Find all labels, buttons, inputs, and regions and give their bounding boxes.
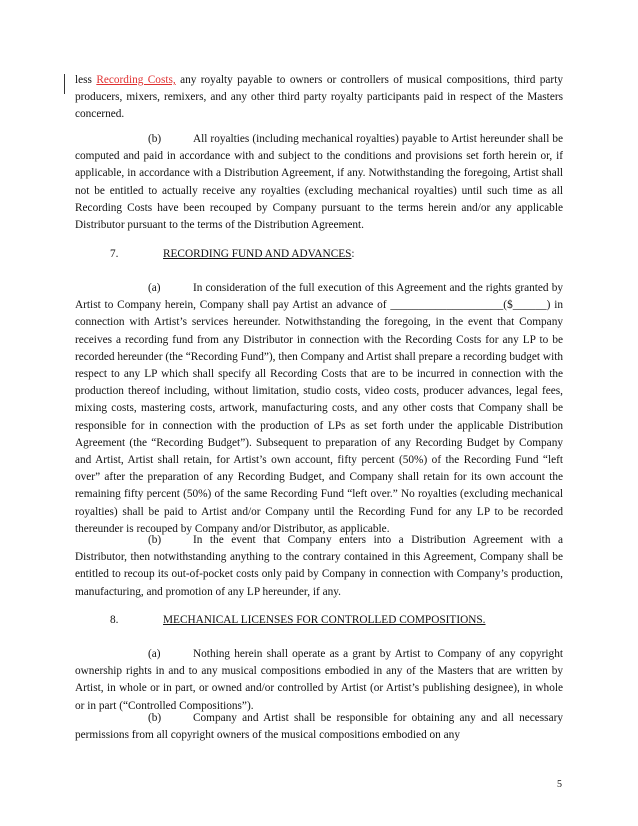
paragraph-text: Nothing herein shall operate as a grant by Artist to Company of any copyright ownership rights in and to any musical compositions embodied in any of the Masters that are written by Artist, in whole or in part, or owned and/or controlled by Artist (or Artist’s publishing designee), in whole or in part (“Controlled Compositions”).: [75, 648, 563, 712]
paragraph-8a: [75, 646, 563, 715]
section-heading-8: [110, 612, 486, 629]
page-number: 5: [557, 779, 562, 790]
paragraph-text: Company and Artist shall be responsible for obtaining any and all necessary permissions from all copyright owners of the musical compositions embodied on any: [75, 712, 563, 742]
paragraph-7b: [75, 532, 563, 601]
section-number: 7.: [110, 248, 119, 260]
paragraph-text: In consideration of the full execution of this Agreement and the rights granted by Artist to Company herein, Company shall pay Artist an advance of ____________________($______) in connection with Artist’s services hereunder. Notwithstanding the foregoing, in the event that Company receives a recording fund from any Distributor in connection with the Recording Costs for any LP to be recorded hereunder (the “Recording Fund”), then Company and Artist shall prepare a recording budget with respect to any LP which shall specify all Recording Costs that are to be incurred in connection with the production thereof including, without limitation, studio costs, video costs, producer advances, legal fees, mixing costs, mastering costs, artwork, manufacturing costs, and any other costs that Company shall be responsible for in connection with the production of LPs as set forth under the applicable Distribution Agreement (the “Recording Budget”). Subsequent to preparation of any Recording Budget by Company and Artist, Artist shall retain, for Artist’s own account, fifty percent (50%) of the Recording Fund “left over” after the preparation of any Recording Budget, and Company shall retain for its own account the remaining fifty percent (50%) of the same Recording Fund “left over.” No royalties (excluding mechanical royalties) shall be paid to Artist and/or Company until the Recording Fund for any LP to be recorded thereunder is recouped by Company and/or Distributor, as applicable.: [75, 282, 563, 535]
paragraph-text: In the event that Company enters into a Distribution Agreement with a Distributor, then notwithstanding anything to the contrary contained in this Agreement, Company shall be entitled to recoup its out-of-pocket costs only paid by Company in connection with Company’s production, manufacturing, and promotion of any LP hereunder, if any.: [75, 534, 563, 598]
text-lead: less: [75, 74, 97, 86]
section-title-colon: :: [351, 248, 355, 260]
section-title: MECHANICAL LICENSES FOR CONTROLLED COMPOSITIONS.: [163, 614, 486, 626]
paragraph-6b: [75, 131, 563, 234]
revision-margin-bar: [64, 74, 65, 94]
clause-label: (b): [148, 133, 162, 145]
section-heading-7: [110, 246, 355, 263]
paragraph-text: any royalty payable to owners or controllers of musical compositions, third party producers, mixers, remixers, and any other third party royalty participants paid in respect of the Masters concerned.: [75, 74, 563, 121]
section-title: RECORDING FUND AND ADVANCES: [163, 248, 352, 260]
section-number: 8.: [110, 614, 119, 626]
tracked-change-recording-costs: Recording Costs,: [96, 74, 176, 86]
paragraph-text: All royalties (including mechanical royalties) payable to Artist hereunder shall be computed and paid in accordance with and subject to the conditions and provisions set forth herein or, if applicable, in accordance with a Distribution Agreement, if any. Notwithstanding the foregoing, Artist shall not be entitled to actually receive any royalties (excluding mechanical royalties) until such time as all Recording Costs have been recouped by Company pursuant to the terms herein and/or any applicable Distributor pursuant to the terms of the Distribution Agreement.: [75, 133, 563, 232]
clause-label: (b): [148, 712, 162, 724]
paragraph-6a-continuation: [75, 72, 563, 124]
paragraph-8b: [75, 710, 563, 744]
clause-label: (a): [148, 648, 161, 660]
clause-label: (a): [148, 282, 161, 294]
clause-label: (b): [148, 534, 162, 546]
paragraph-7a: [75, 280, 563, 538]
